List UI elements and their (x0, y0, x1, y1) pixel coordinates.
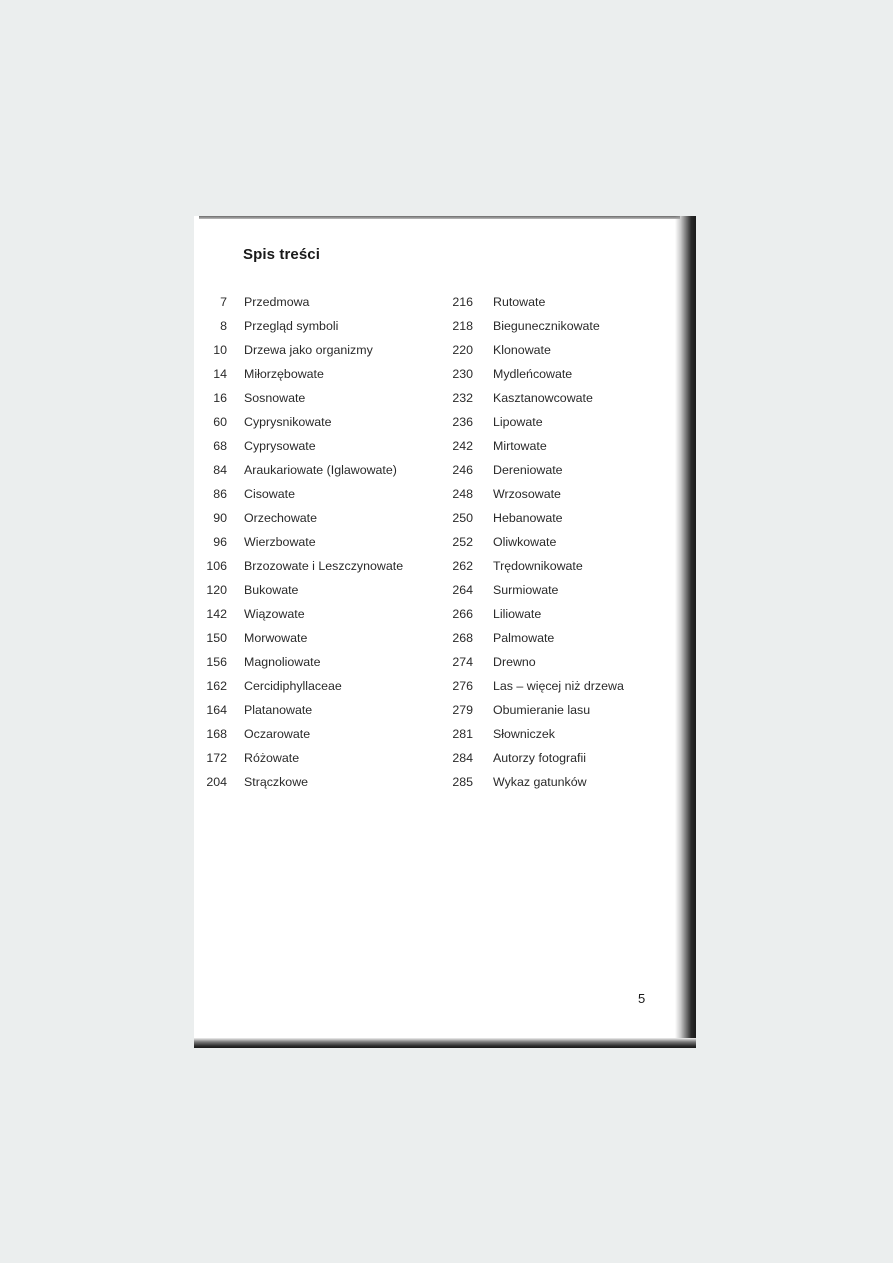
toc-entry-label: Drzewa jako organizmy (244, 343, 373, 357)
toc-entry-label: Orzechowate (244, 511, 318, 525)
toc-entry-page: 168 (206, 727, 227, 741)
toc-entry-page: 156 (206, 655, 227, 669)
toc-entry-label: Bukowate (244, 583, 299, 597)
toc-entry-page: 285 (452, 775, 473, 789)
toc-entry-page: 150 (206, 631, 227, 645)
toc-entry-page: 204 (206, 775, 227, 789)
toc-entry-label: Kasztanowcowate (493, 391, 593, 405)
toc-entry-label: Liliowate (493, 607, 542, 621)
toc-entry-label: Trędownikowate (493, 559, 583, 573)
toc-entry-page: 106 (206, 559, 227, 573)
toc-entry-page: 274 (452, 655, 473, 669)
toc-entry-page: 7 (220, 295, 227, 309)
toc-entry-page: 120 (206, 583, 227, 597)
toc-entry-label: Cyprysnikowate (244, 415, 332, 429)
toc-entry-page: 284 (452, 751, 473, 765)
toc-entry-label: Drewno (493, 655, 536, 669)
toc-entry-label: Wierzbowate (244, 535, 316, 549)
toc-entry-page: 266 (452, 607, 473, 621)
toc-entry-label: Platanowate (244, 703, 313, 717)
page-bottom-edge (194, 1038, 696, 1048)
toc-entry-label: Wiązowate (244, 607, 305, 621)
toc-entry-label: Morwowate (244, 631, 308, 645)
toc-title: Spis treści (243, 246, 320, 263)
toc-entry-label: Rutowate (493, 295, 546, 309)
toc-entry-page: 164 (206, 703, 227, 717)
page-right-edge (680, 216, 696, 1048)
toc-entry-label: Magnoliowate (244, 655, 321, 669)
toc-entry-label: Słowniczek (493, 727, 555, 741)
toc-entry-page: 96 (213, 535, 227, 549)
toc-entry-page: 14 (213, 367, 227, 381)
toc-entry-page: 236 (452, 415, 473, 429)
toc-entry-label: Lipowate (493, 415, 543, 429)
toc-entry-label: Oliwkowate (493, 535, 557, 549)
toc-entry-page: 68 (213, 439, 227, 453)
toc-entry-page: 172 (206, 751, 227, 765)
toc-entry-page: 252 (452, 535, 473, 549)
toc-entry-label: Przedmowa (244, 295, 310, 309)
toc-entry-label: Klonowate (493, 343, 551, 357)
toc-entry-page: 220 (452, 343, 473, 357)
toc-entry-label: Mydleńcowate (493, 367, 573, 381)
toc-entry-label: Dereniowate (493, 463, 563, 477)
toc-entry-label: Przegląd symboli (244, 319, 339, 333)
toc-entry-page: 232 (452, 391, 473, 405)
toc-entry-label: Biegunecznikowate (493, 319, 600, 333)
toc-entry-label: Wykaz gatunków (493, 775, 587, 789)
toc-entry-page: 16 (213, 391, 227, 405)
toc-entry-page: 10 (213, 343, 227, 357)
toc-entry-label: Palmowate (493, 631, 555, 645)
toc-entry-label: Las – więcej niż drzewa (493, 679, 624, 693)
toc-entry-page: 281 (452, 727, 473, 741)
toc-entry-page: 142 (206, 607, 227, 621)
toc-entry-page: 218 (452, 319, 473, 333)
page-top-edge (199, 216, 691, 219)
toc-entry-label: Araukariowate (Iglawowate) (244, 463, 397, 477)
toc-entry-page: 86 (213, 487, 227, 501)
toc-entry-page: 246 (452, 463, 473, 477)
scanned-page (194, 216, 696, 1048)
toc-entry-label: Obumieranie lasu (493, 703, 591, 717)
toc-entry-label: Surmiowate (493, 583, 559, 597)
toc-entry-label: Strączkowe (244, 775, 309, 789)
toc-entry-label: Hebanowate (493, 511, 563, 525)
toc-entry-label: Wrzosowate (493, 487, 561, 501)
toc-entry-label: Brzozowate i Leszczynowate (244, 559, 404, 573)
toc-entry-page: 216 (452, 295, 473, 309)
toc-entry-page: 279 (452, 703, 473, 717)
toc-entry-label: Miłorzębowate (244, 367, 324, 381)
toc-entry-page: 162 (206, 679, 227, 693)
toc-entry-label: Sosnowate (244, 391, 306, 405)
toc-entry-page: 90 (213, 511, 227, 525)
toc-entry-label: Różowate (244, 751, 300, 765)
toc-entry-page: 242 (452, 439, 473, 453)
toc-entry-page: 8 (220, 319, 227, 333)
toc-entry-label: Mirtowate (493, 439, 547, 453)
toc-entry-page: 84 (213, 463, 227, 477)
page-number: 5 (638, 991, 646, 1006)
toc-entry-page: 262 (452, 559, 473, 573)
toc-entry-label: Autorzy fotografii (493, 751, 586, 765)
toc-entry-page: 276 (452, 679, 473, 693)
toc-entry-page: 248 (452, 487, 473, 501)
toc-entry-page: 264 (452, 583, 473, 597)
toc-entry-label: Cercidiphyllaceae (244, 679, 342, 693)
toc-entry-label: Cisowate (244, 487, 295, 501)
toc-entry-page: 60 (213, 415, 227, 429)
toc-entry-label: Cyprysowate (244, 439, 316, 453)
toc-entry-label: Oczarowate (244, 727, 311, 741)
toc-entry-page: 250 (452, 511, 473, 525)
toc-entry-page: 268 (452, 631, 473, 645)
toc-entry-page: 230 (452, 367, 473, 381)
